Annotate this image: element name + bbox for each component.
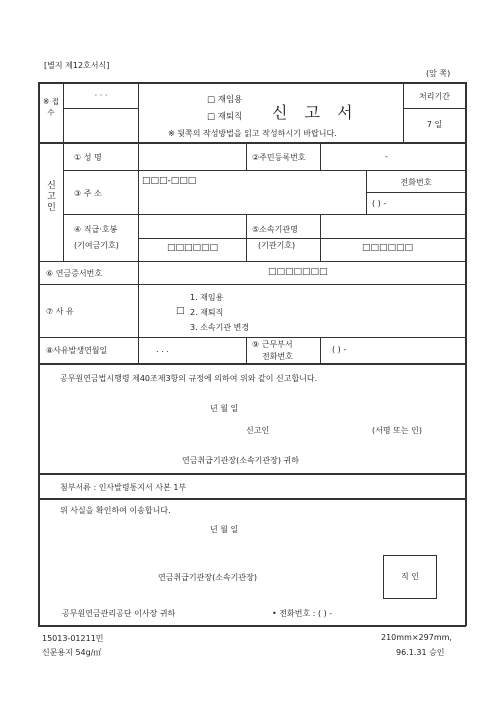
frame-left [38, 82, 40, 626]
form-number: [별지 제12호서식] [44, 61, 110, 70]
confirmation-date[interactable]: 년 월 일 [210, 525, 239, 534]
declaration-statement: 공무원연금법시행령 제40조제3항의 규정에 의하여 위와 같이 신고합니다. [60, 374, 318, 383]
approval-date: 96.1.31 승인 [396, 648, 445, 657]
reason-label: ⑦ 사 유 [46, 307, 74, 316]
department-phone-value[interactable]: ( ) - [332, 345, 347, 354]
paper-size: 210mm×297mm, [381, 633, 452, 642]
occurrence-date-label: ⑧사유발생연월일 [46, 346, 108, 355]
reason-item-agency-change[interactable]: 3. 소속기관 변경 [190, 323, 250, 332]
confirming-official: 연금취급기관장(소속기관장) [158, 573, 257, 582]
agency-sublabel: (기관기호) [258, 241, 296, 250]
frame-bottom [38, 625, 466, 627]
option-retirement[interactable]: □ 재퇴직 [207, 112, 243, 122]
reason-item-reappointment[interactable]: 1. 재임용 [190, 293, 224, 302]
phone-label: 전화번호 [400, 178, 432, 187]
option-reappointment[interactable]: □ 재임용 [207, 95, 243, 105]
occurrence-date-value[interactable]: . . . [156, 345, 169, 354]
rrn-value[interactable]: - [385, 152, 388, 161]
recipient: 공무원연금관리공단 이사장 귀하 [62, 609, 176, 618]
rank-sublabel: (기여금기호) [74, 241, 119, 250]
agency-code[interactable]: □□□□□□ [362, 243, 414, 253]
agency-label: ⑤소속기관명 [252, 225, 298, 234]
form-title: 신 고 서 [272, 103, 359, 122]
phone-value[interactable]: ( ) - [372, 199, 387, 208]
address-label: ③ 주 소 [74, 189, 102, 198]
rank-label: ④ 직급·호봉 [74, 225, 118, 234]
signature-note[interactable]: (서명 또는 인) [372, 426, 422, 435]
declaration-addressee: 연금취급기관장(소속기관장) 귀하 [182, 456, 299, 465]
rank-code[interactable]: □□□□□□ [167, 243, 219, 253]
official-seal-label: 직 인 [401, 572, 419, 581]
frame-top [38, 82, 466, 84]
reason-checkbox[interactable]: □ [176, 306, 185, 316]
department-label: ⑨ 근무부서 [252, 340, 293, 349]
department-phone-label: 전화번호 [262, 352, 293, 361]
reporter-section-label: 신고인 [45, 180, 55, 213]
processing-period-label: 처리기간 [419, 92, 450, 101]
reporter-signature-label: 신고인 [246, 426, 270, 435]
confirmation-phone[interactable]: • 전화번호 : ( ) - [272, 609, 333, 618]
name-label: ① 성 명 [74, 153, 102, 162]
rrn-label: ②주민등록번호 [252, 153, 306, 162]
form-code: 15013-01211민 [42, 634, 104, 643]
declaration-date[interactable]: 년 월 일 [210, 404, 239, 413]
reason-item-retirement[interactable]: 2. 재퇴직 [190, 308, 224, 317]
page-side: (앞 쪽) [426, 69, 451, 78]
pension-cert-label: ⑥ 연금증서번호 [46, 269, 103, 278]
confirmation-statement: 위 사실을 확인하여 이송합니다. [60, 506, 171, 515]
postal-code[interactable]: □□□-□□□ [142, 176, 197, 186]
pension-cert-number[interactable]: □□□□□□□ [268, 267, 328, 277]
receipt-label: ※ 접 수 [43, 97, 59, 117]
processing-period-value: 7 일 [426, 120, 443, 129]
paper-spec: 신문용지 54g/㎡ [42, 648, 102, 657]
receipt-date: · · · [94, 91, 108, 100]
frame-right [465, 82, 467, 626]
instruction-note: ※ 뒷쪽의 작성방법을 읽고 작성하시기 바랍니다. [168, 129, 337, 138]
official-seal-box [383, 555, 437, 599]
attachments: 첨부서류 : 인사발령통지서 사본 1부 [60, 483, 187, 492]
